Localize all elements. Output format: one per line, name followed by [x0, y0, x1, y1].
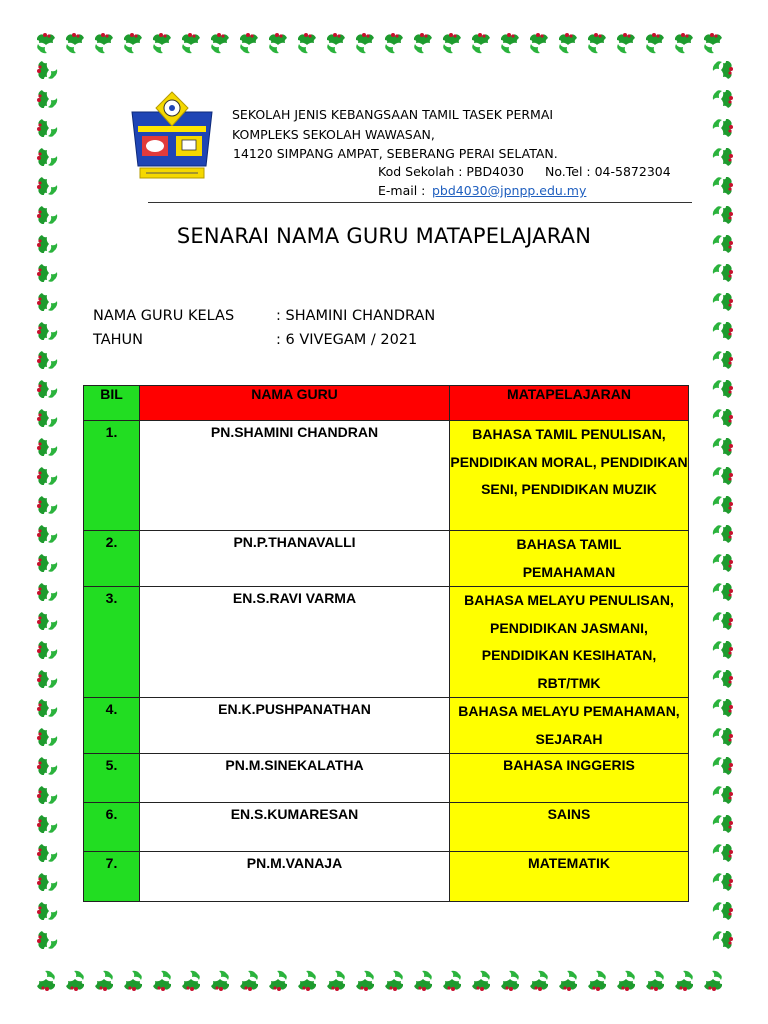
holly-sprig	[37, 844, 57, 862]
header-nama-guru: NAMA GURU	[140, 386, 450, 421]
holly-sprig	[37, 206, 57, 224]
holly-sprig	[617, 33, 635, 53]
holly-sprig	[37, 380, 57, 398]
holly-sprig	[530, 33, 548, 53]
header-divider	[148, 202, 692, 203]
holly-sprig	[37, 931, 57, 949]
holly-sprig	[327, 33, 345, 53]
table-row	[84, 852, 689, 902]
holly-sprig	[617, 971, 635, 991]
holly-sprig	[298, 971, 316, 991]
holly-sprig	[713, 438, 733, 456]
holly-sprig	[713, 873, 733, 891]
subject: BAHASA MELAYU PEMAHAMAN, SEJARAH	[458, 703, 680, 747]
holly-sprig	[713, 931, 733, 949]
row-number: 3.	[105, 590, 118, 606]
holly-sprig	[37, 90, 57, 108]
table-row	[84, 531, 689, 587]
holly-sprig	[37, 786, 57, 804]
holly-sprig	[713, 728, 733, 746]
holly-sprig	[37, 728, 57, 746]
holly-sprig	[646, 33, 664, 53]
holly-sprig	[37, 61, 57, 79]
holly-sprig	[713, 699, 733, 717]
page-title: SENARAI NAMA GURU MATAPELAJARAN	[176, 224, 592, 248]
holly-sprig	[182, 971, 200, 991]
teacher-name: PN.SHAMINI CHANDRAN	[210, 424, 379, 440]
holly-sprig	[713, 815, 733, 833]
table-row	[84, 587, 689, 698]
school-logo	[128, 86, 216, 182]
holly-sprig	[153, 33, 171, 53]
holly-sprig	[95, 971, 113, 991]
row-number: 2.	[105, 534, 118, 550]
holly-sprig	[37, 467, 57, 485]
holly-sprig	[124, 971, 142, 991]
holly-sprig	[713, 61, 733, 79]
holly-sprig	[182, 33, 200, 53]
subject: MATEMATIK	[528, 855, 610, 871]
holly-sprig	[37, 33, 55, 53]
teacher-name: EN.K.PUSHPANATHAN	[218, 701, 371, 717]
address-line-2: 14120 SIMPANG AMPAT, SEBERANG PERAI SELATAN.	[233, 146, 558, 161]
email-label: E-mail :	[378, 183, 426, 198]
row-number: 5.	[105, 757, 118, 773]
header-matapelajaran: MATAPELAJARAN	[450, 386, 689, 421]
holly-sprig	[704, 33, 722, 53]
holly-sprig	[501, 971, 519, 991]
holly-sprig	[675, 971, 693, 991]
holly-sprig	[269, 971, 287, 991]
holly-sprig	[37, 971, 55, 991]
holly-sprig	[153, 971, 171, 991]
subject: BAHASA TAMIL PENULISAN, PENDIDIKAN MORAL, PENDIDIKAN SENI, PENDIDIKAN MUZIK	[450, 426, 688, 497]
holly-sprig	[472, 33, 490, 53]
holly-sprig	[713, 293, 733, 311]
holly-sprig	[713, 206, 733, 224]
holly-sprig	[501, 33, 519, 53]
holly-sprig	[414, 33, 432, 53]
holly-sprig	[414, 971, 432, 991]
holly-sprig	[37, 264, 57, 282]
holly-sprig	[37, 757, 57, 775]
holly-sprig	[713, 148, 733, 166]
holly-sprig	[356, 971, 374, 991]
holly-sprig	[713, 554, 733, 572]
holly-sprig	[37, 322, 57, 340]
holly-sprig	[37, 351, 57, 369]
holly-sprig	[472, 971, 490, 991]
year-label: TAHUN	[93, 332, 144, 348]
holly-sprig	[356, 33, 374, 53]
holly-sprig	[443, 33, 461, 53]
table-row	[84, 754, 689, 803]
holly-sprig	[211, 971, 229, 991]
subject: BAHASA TAMIL PEMAHAMAN	[516, 536, 622, 580]
holly-sprig	[37, 641, 57, 659]
holly-sprig	[37, 902, 57, 920]
teacher-name: PN.M.SINEKALATHA	[225, 757, 364, 773]
header-bil: BIL	[84, 386, 140, 421]
row-number: 7.	[105, 855, 118, 871]
holly-sprig	[37, 699, 57, 717]
row-number: 1.	[105, 424, 118, 440]
holly-sprig	[211, 33, 229, 53]
holly-sprig	[588, 971, 606, 991]
email-link[interactable]: pbd4030@jpnpp.edu.my	[432, 183, 587, 198]
holly-sprig	[269, 33, 287, 53]
holly-sprig	[713, 351, 733, 369]
holly-sprig	[240, 971, 258, 991]
holly-sprig	[559, 971, 577, 991]
holly-sprig	[37, 293, 57, 311]
holly-sprig	[37, 409, 57, 427]
holly-sprig	[704, 971, 722, 991]
teacher-name: PN.P.THANAVALLI	[233, 534, 356, 550]
school-code: Kod Sekolah : PBD4030	[378, 164, 524, 179]
holly-sprig	[327, 971, 345, 991]
subject: BAHASA MELAYU PENULISAN, PENDIDIKAN JASMANI, PENDIDIKAN KESIHATAN, RBT/TMK	[464, 592, 674, 691]
holly-sprig	[37, 119, 57, 137]
holly-sprig	[713, 177, 733, 195]
year-value: : 6 VIVEGAM / 2021	[276, 332, 418, 348]
table-row	[84, 698, 689, 754]
holly-sprig	[713, 322, 733, 340]
teacher-name: EN.S.RAVI VARMA	[232, 590, 357, 606]
holly-sprig	[37, 583, 57, 601]
holly-sprig	[298, 33, 316, 53]
holly-sprig	[713, 670, 733, 688]
holly-sprig	[559, 33, 577, 53]
holly-sprig	[37, 496, 57, 514]
table-row	[84, 803, 689, 852]
holly-sprig	[37, 612, 57, 630]
holly-sprig	[713, 844, 733, 862]
holly-sprig	[240, 33, 258, 53]
school-name: SEKOLAH JENIS KEBANGSAAN TAMIL TASEK PERMAI	[232, 107, 554, 122]
row-number: 6.	[105, 806, 118, 822]
holly-sprig	[124, 33, 142, 53]
table-row	[84, 421, 689, 531]
holly-sprig	[37, 148, 57, 166]
holly-sprig	[37, 670, 57, 688]
holly-sprig	[713, 119, 733, 137]
holly-sprig	[713, 902, 733, 920]
telephone: No.Tel : 04-5872304	[545, 164, 671, 179]
holly-sprig	[646, 971, 664, 991]
class-teacher-label: NAMA GURU KELAS	[93, 308, 235, 324]
holly-sprig	[385, 971, 403, 991]
holly-sprig	[37, 554, 57, 572]
row-number: 4.	[105, 701, 118, 717]
holly-sprig	[66, 971, 84, 991]
address-line-1: KOMPLEKS SEKOLAH WAWASAN,	[232, 127, 435, 142]
holly-sprig	[37, 525, 57, 543]
holly-sprig	[37, 873, 57, 891]
teacher-table	[83, 385, 689, 902]
holly-sprig	[713, 612, 733, 630]
holly-sprig	[713, 641, 733, 659]
subject: SAINS	[547, 806, 591, 822]
holly-sprig	[37, 177, 57, 195]
holly-sprig	[385, 33, 403, 53]
teacher-name: PN.M.VANAJA	[246, 855, 343, 871]
holly-sprig	[713, 380, 733, 398]
holly-sprig	[443, 971, 461, 991]
holly-sprig	[66, 33, 84, 53]
subject: BAHASA INGGERIS	[503, 757, 635, 773]
holly-sprig	[675, 33, 693, 53]
holly-sprig	[713, 496, 733, 514]
table-header-row	[84, 386, 689, 421]
holly-sprig	[588, 33, 606, 53]
class-teacher-value: : SHAMINI CHANDRAN	[276, 308, 436, 324]
holly-sprig	[713, 786, 733, 804]
holly-sprig	[713, 264, 733, 282]
holly-sprig	[713, 583, 733, 601]
teacher-name: EN.S.KUMARESAN	[230, 806, 359, 822]
holly-sprig	[713, 90, 733, 108]
holly-sprig	[713, 467, 733, 485]
holly-sprig	[713, 409, 733, 427]
holly-sprig	[37, 815, 57, 833]
holly-sprig	[713, 757, 733, 775]
holly-sprig	[713, 525, 733, 543]
holly-sprig	[530, 971, 548, 991]
holly-sprig	[95, 33, 113, 53]
holly-sprig	[37, 438, 57, 456]
